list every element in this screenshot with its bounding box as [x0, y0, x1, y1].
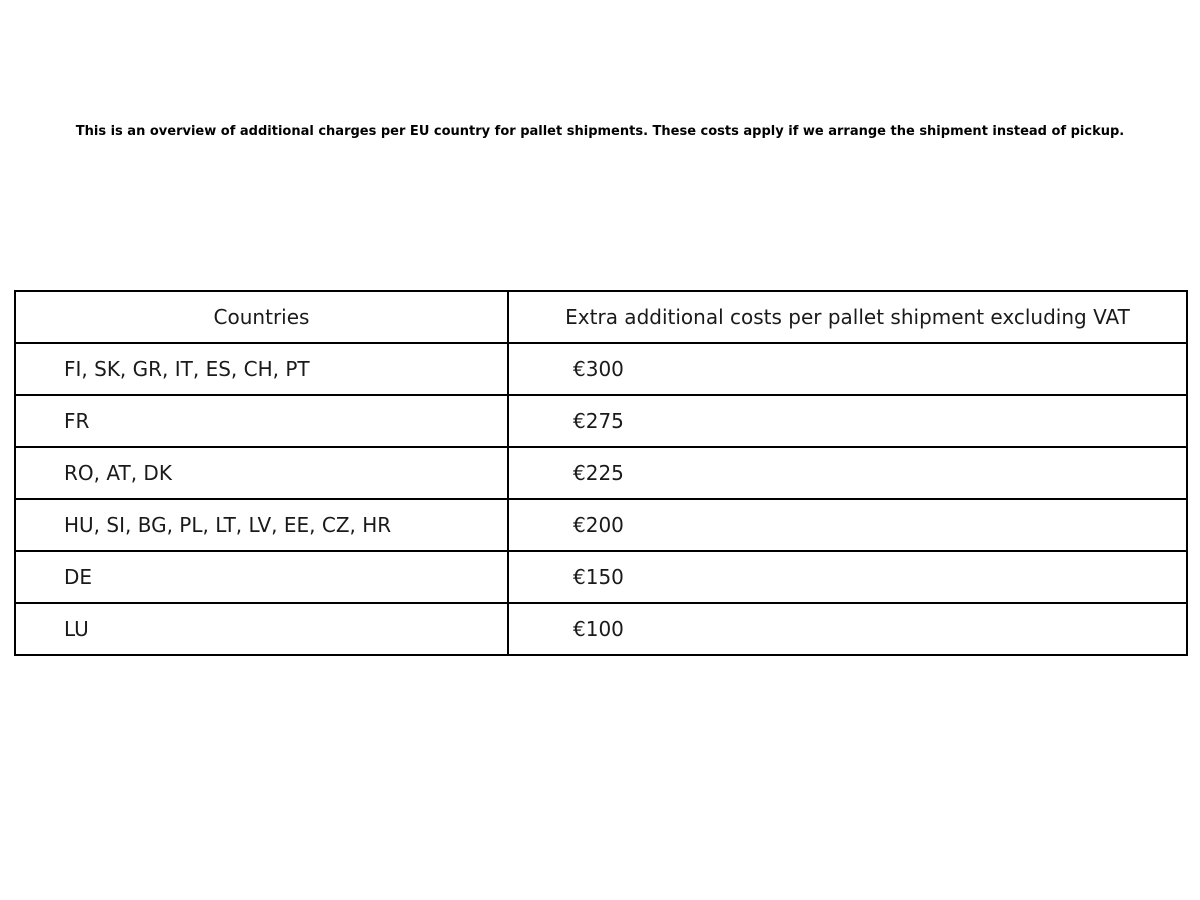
- column-header-countries: Countries: [15, 291, 508, 343]
- countries-cell: DE: [15, 551, 508, 603]
- countries-cell: HU, SI, BG, PL, LT, LV, EE, CZ, HR: [15, 499, 508, 551]
- table-header: [15, 291, 1187, 343]
- cost-cell: €225: [508, 447, 1187, 499]
- table-row: [15, 603, 1187, 655]
- table-row: [15, 343, 1187, 395]
- cost-cell: €200: [508, 499, 1187, 551]
- table-row: [15, 395, 1187, 447]
- intro-text: This is an overview of additional charges per EU country for pallet shipments. These costs apply if we arrange the shipment instead of pickup.: [75, 124, 1125, 139]
- cost-cell: €275: [508, 395, 1187, 447]
- table-row: [15, 447, 1187, 499]
- column-header-cost: Extra additional costs per pallet shipment excluding VAT: [508, 291, 1187, 343]
- countries-cell: RO, AT, DK: [15, 447, 508, 499]
- table-body: [15, 343, 1187, 655]
- charges-table: [14, 290, 1188, 656]
- table-row: [15, 499, 1187, 551]
- countries-cell: FI, SK, GR, IT, ES, CH, PT: [15, 343, 508, 395]
- countries-cell: FR: [15, 395, 508, 447]
- cost-cell: €100: [508, 603, 1187, 655]
- table-row: [15, 551, 1187, 603]
- header-row: [15, 291, 1187, 343]
- countries-cell: LU: [15, 603, 508, 655]
- cost-cell: €150: [508, 551, 1187, 603]
- cost-cell: €300: [508, 343, 1187, 395]
